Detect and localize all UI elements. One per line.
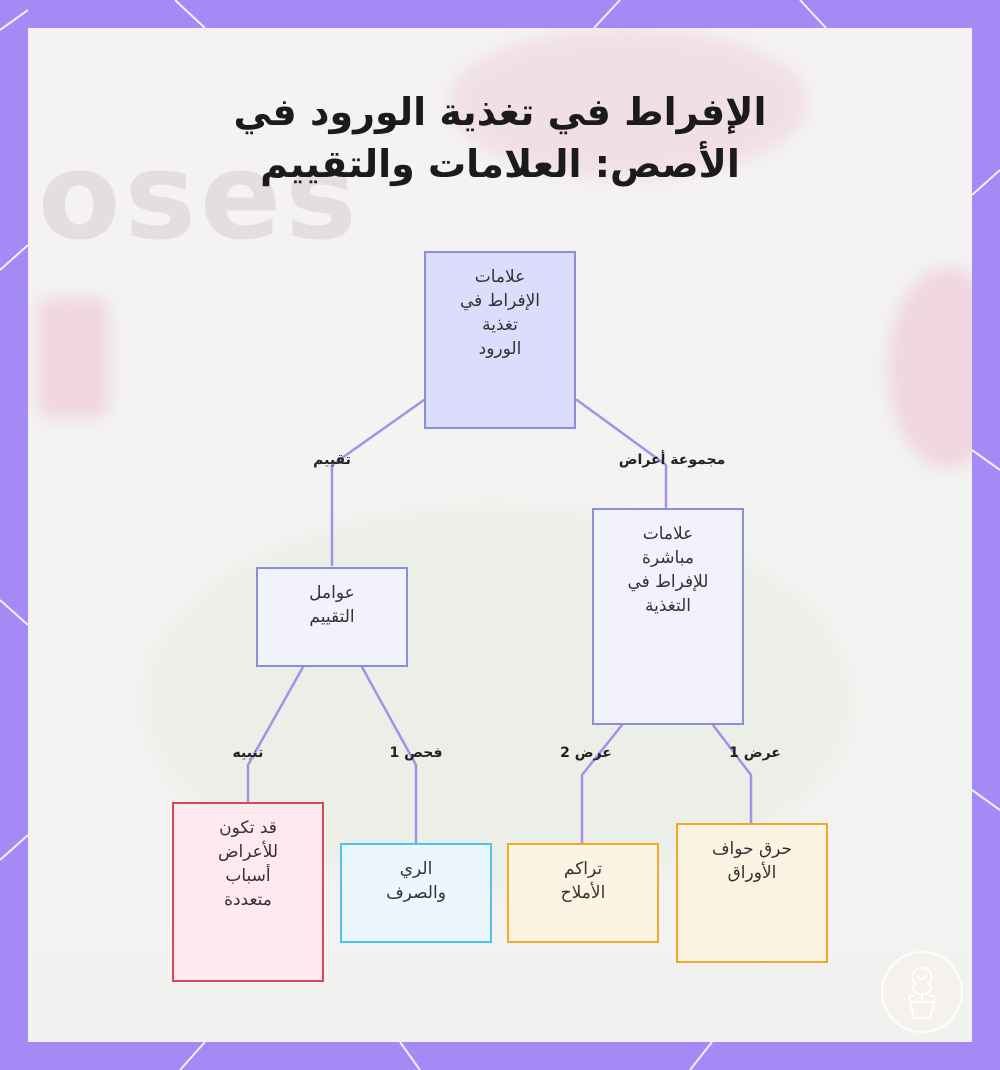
node-salt-buildup-label: تراكم الأملاح — [560, 859, 606, 903]
edge-direct-to-salt — [582, 725, 622, 843]
node-irrigation-drainage-label: الري والصرف — [386, 859, 446, 903]
node-root-overfeeding-signs — [424, 251, 576, 429]
node-leaf-edge-burn-label: حرق حواف الأوراق — [711, 839, 793, 883]
node-irrigation-drainage — [340, 843, 492, 943]
node-multiple-causes — [172, 802, 324, 982]
node-evaluation-factors-label: عوامل التقييم — [309, 583, 355, 627]
edge-label-symptom-2: عرض 2 — [560, 745, 612, 761]
node-leaf-edge-burn — [676, 823, 828, 963]
edge-label-evaluation: تقييم — [313, 452, 351, 468]
node-salt-buildup — [507, 843, 659, 943]
edge-label-warning: تنبيه — [232, 745, 264, 761]
edge-direct-to-leaf-burn — [713, 725, 751, 823]
page-title-line-2: الأصص: العلامات والتقييم — [260, 142, 740, 186]
edge-label-check-1: فحص 1 — [389, 745, 443, 761]
edge-label-symptom-group: مجموعة أعراض — [618, 452, 726, 468]
node-direct-signs — [592, 508, 744, 725]
node-root-label: علامات الإفراط في تغذية الورود — [459, 267, 541, 359]
edge-label-symptom-1: عرض 1 — [729, 745, 781, 761]
node-direct-signs-label: علامات مباشرة للإفراط في التغذية — [627, 524, 709, 616]
node-evaluation-factors — [256, 567, 408, 667]
node-multiple-causes-label: قد تكون للأعراض أسباب متعددة — [217, 818, 279, 910]
page-title-line-1: الإفراط في تغذية الورود في — [233, 90, 767, 134]
rose-pot-icon — [880, 950, 964, 1034]
background-watermark-text: oses — [38, 128, 361, 267]
edge-root-to-evaluation — [332, 400, 424, 565]
edge-evaluation-to-causes — [248, 667, 303, 802]
